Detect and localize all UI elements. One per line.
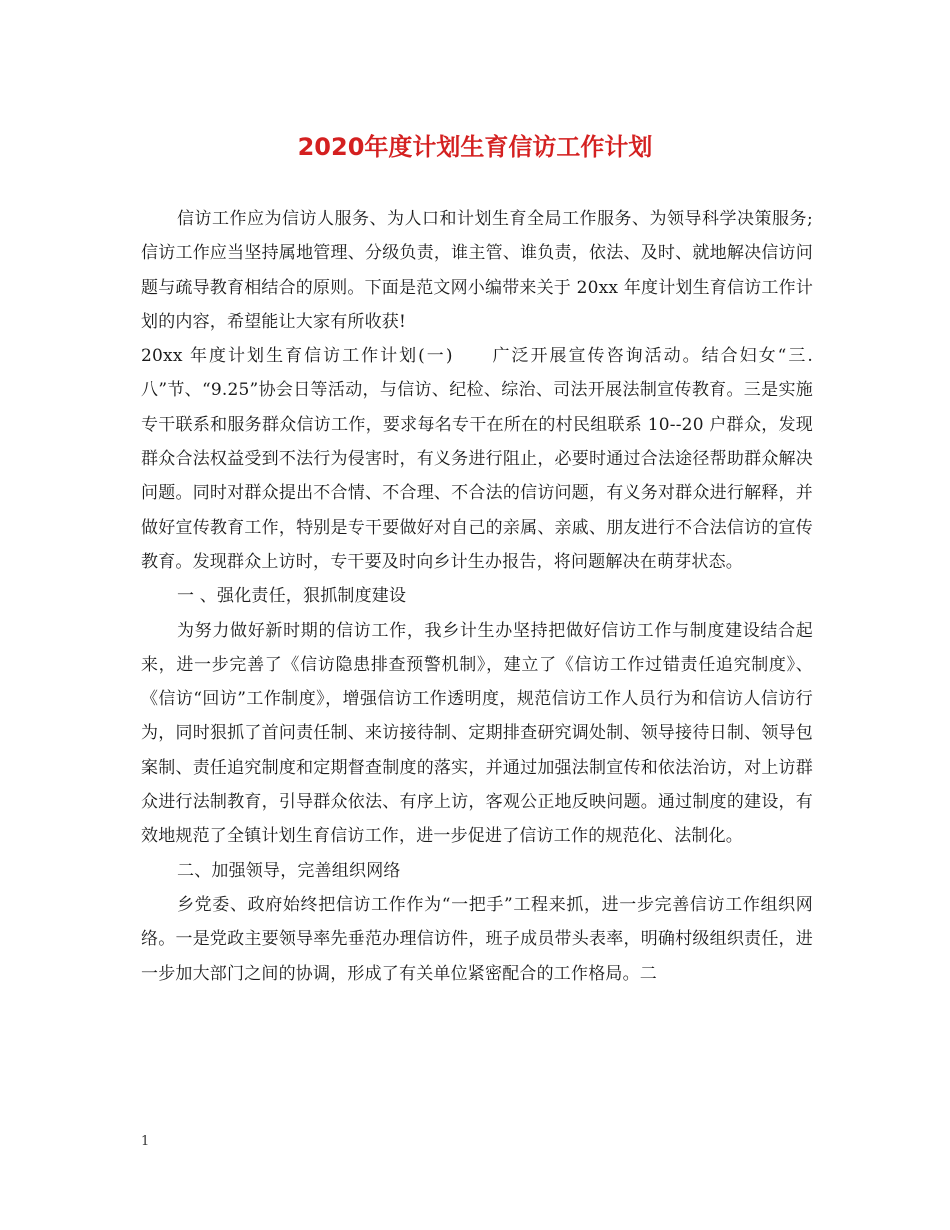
section-heading-two: 二、加强领导，完善组织网络: [177, 860, 401, 881]
paragraph-section-two: 乡党委、政府始终把信访工作作为“一把手”工程来抓，进一步完善信访工作组织网络。一是党政主要领导率先垂范办理信访件，班子成员带头表率，明确村级组织责任，进一步加大部门之间的协调，形成了有关单位紧密配合的工作格局。二: [141, 894, 813, 984]
document-body: [141, 202, 813, 991]
document-title: 2020年度计划生育信访工作计划: [297, 133, 653, 161]
paragraph-section-one: 为努力做好新时期的信访工作，我乡计生办坚持把做好信访工作与制度建设结合起来，进一步完善了《信访隐患排查预警机制》，建立了《信访工作过错责任追究制度》、《信访“回访”工作制度》，增强信访工作透明度，规范信访工作人员行为和信访人信访行为，同时狠抓了首问责任制、来访接待制、定期排查研究调处制、领导接待日制、领导包案制、责任追究制度和定期督查制度的落实，并通过加强法制宣传和依法治访，对上访群众进行法制教育，引导群众依法、有序上访，客观公正地反映问题。通过制度的建设，有效地规范了全镇计划生育信访工作，进一步促进了信访工作的规范化、法制化。: [141, 620, 813, 847]
page-number: 1: [141, 1134, 150, 1149]
paragraph-plan-one: 20xx 年度计划生育信访工作计划(一) 广泛开展宣传咨询活动。结合妇女“三.八”节、“9.25”协会日等活动，与信访、纪检、综治、司法开展法制宣传教育。三是实施专干联系和服务群众信访工作，要求每名专干在所在的村民组联系 10--20 户群众，发现群众合法权益受到不法行为侵害时，有义务进行阻止，必要时通过合法途径帮助群众解决问题。同时对群众提出不合情、不合理、不合法的信访问题，有义务对群众进行解释，并做好宣传教育工作，特别是专干要做好对自己的亲属、亲戚、朋友进行不合法信访的宣传教育。发现群众上访时，专干要及时向乡计生办报告，将问题解决在萌芽状态。: [141, 346, 813, 572]
section-heading-one: 一 、强化责任，狠抓制度建设: [177, 586, 407, 607]
paragraph-intro: 信访工作应为信访人服务、为人口和计划生育全局工作服务、为领导科学决策服务;信访工作应当坚持属地管理、分级负责，谁主管、谁负责，依法、及时、就地解决信访问题与疏导教育相结合的原则。下面是范文网小编带来关于 20xx 年度计划生育信访工作计划的内容，希望能让大家有所收获!: [141, 209, 814, 332]
